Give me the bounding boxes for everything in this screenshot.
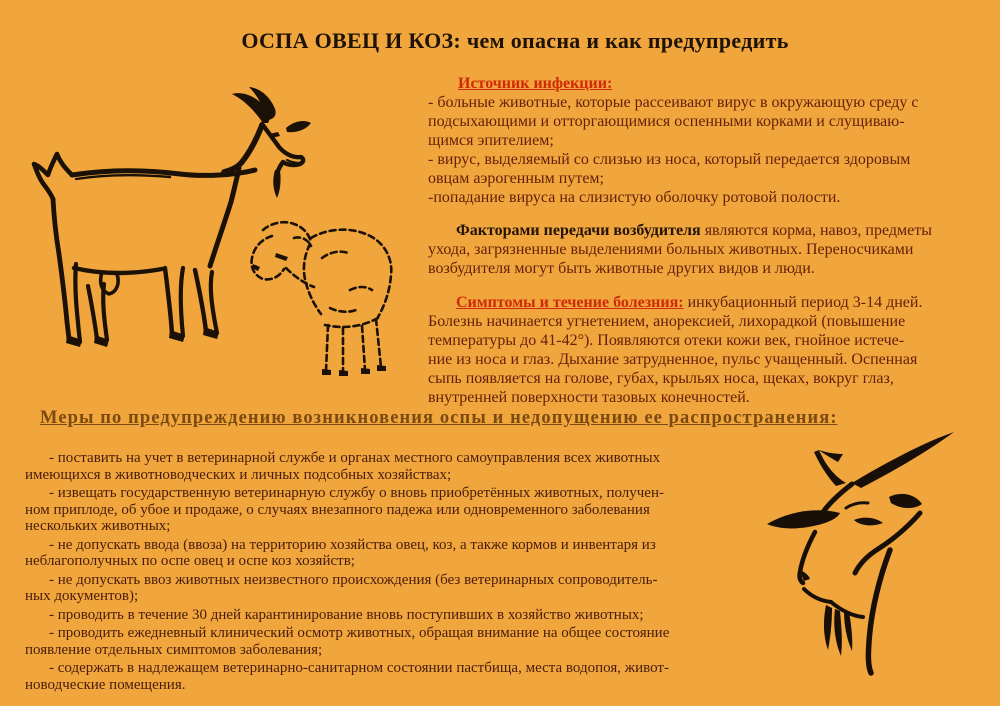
- symptoms-paragraph: [428, 293, 990, 407]
- text-line: ние из носа и глаз. Дыхание затрудненное, пульс учащенный. Оспенная: [428, 351, 918, 368]
- text-line: возбудителя могут быть животные других видов и люди.: [428, 260, 815, 277]
- goat-and-sheep-illustration: [10, 78, 430, 400]
- text-line: - не допускать ввоз животных неизвестного происхождения (без ветеринарных сопроводитель-: [49, 571, 658, 588]
- text-line: щимся эпителием;: [428, 132, 554, 149]
- symptoms-first-line: [428, 293, 990, 312]
- factors-body: [428, 240, 990, 278]
- symptoms-section-header: Симптомы и течение болезния:: [456, 294, 684, 311]
- text-line: появление отдельных симптомов заболевания;: [25, 641, 323, 658]
- text-line: неблагополучных по оспе овец и оспе коз хозяйств;: [25, 553, 355, 569]
- text-line: ных документов);: [25, 588, 139, 604]
- factors-first-line: [428, 221, 990, 240]
- text-line: новодческие помещения.: [25, 676, 186, 693]
- symptoms-body: [428, 312, 990, 407]
- measures-item: [25, 450, 787, 483]
- text-line: сыпь появляется на голове, губах, крыльях носа, щеках, вокруг глаз,: [428, 370, 894, 387]
- text-line: температуры до 41-42°). Появляются отеки кожи век, гнойное истече-: [428, 332, 905, 349]
- text-line: - поставить на учет в ветеринарной службе и органах местного самоуправления всех животных: [49, 450, 661, 466]
- measures-item: [25, 660, 787, 693]
- measures-item: [25, 625, 787, 658]
- factors-paragraph: [428, 221, 990, 278]
- poster-title: ОСПА ОВЕЦ И КОЗ: чем опасна и как предупредить: [241, 28, 789, 53]
- source-section-header: Источник инфекции:: [458, 75, 613, 92]
- text-line: подсыхающими и отторгающимися оспенными корками и слущиваю-: [428, 113, 905, 130]
- text-line: - проводить в течение 30 дней карантинирование вновь поступивших в хозяйство животных;: [49, 606, 644, 623]
- text-line: - извещать государственную ветеринарную службу о вновь приобретённых животных, получен-: [49, 485, 664, 501]
- measures-item: [25, 607, 787, 624]
- measures-list: [25, 450, 787, 695]
- text-line: - проводить ежедневный клинический осмотр животных, обращая внимание на общее состояние: [49, 625, 670, 641]
- measures-item: [25, 537, 787, 570]
- text-line: -попадание вируса на слизистую оболочку ротовой полости.: [428, 189, 841, 206]
- measures-section-header: Меры по предупреждению возникновения оспы и недопущению ее распространения:: [40, 408, 838, 428]
- source-section-body: [428, 93, 990, 207]
- text-line: нескольких животных;: [25, 518, 171, 534]
- text-line: - содержать в надлежащем ветеринарно-санитарном состоянии пастбища, места водопоя, живот-: [49, 660, 669, 676]
- factors-lead: Факторами передачи возбудителя: [456, 222, 701, 239]
- text-line: Болезнь начинается угнетением, анорексией, лихорадкой (повышение: [428, 313, 906, 330]
- measures-item: [25, 572, 787, 605]
- text-line: - вирус, выделяемый со слизью из носа, который передается здоровым: [428, 151, 911, 168]
- text-line: - не допускать ввода (ввоза) на территорию хозяйства овец, коз, а также кормов и инвентаря из: [49, 536, 656, 553]
- text-line: ухода, загрязненные выделениями больных животных. Переносчиками: [428, 241, 914, 258]
- symptoms-header-rest: инкубационный период 3-14 дней.: [683, 294, 923, 311]
- text-line: ном приплоде, об убое и продаже, о случаях внезапного падежа или одновременного заболевания: [25, 501, 650, 518]
- text-line: - больные животные, которые рассеивают вирус в окружающую среду с: [428, 94, 919, 111]
- right-column: [428, 74, 990, 407]
- text-line: внутренней поверхности тазовых конечностей.: [428, 389, 750, 406]
- measures-item: [25, 485, 787, 535]
- text-line: овцам аэрогенным путем;: [428, 170, 604, 187]
- factors-lead-rest: являются корма, навоз, предметы: [700, 222, 932, 239]
- goat-head-illustration: [762, 420, 1000, 706]
- text-line: имеющихся в животноводческих и личных подсобных хозяйствах;: [25, 466, 452, 483]
